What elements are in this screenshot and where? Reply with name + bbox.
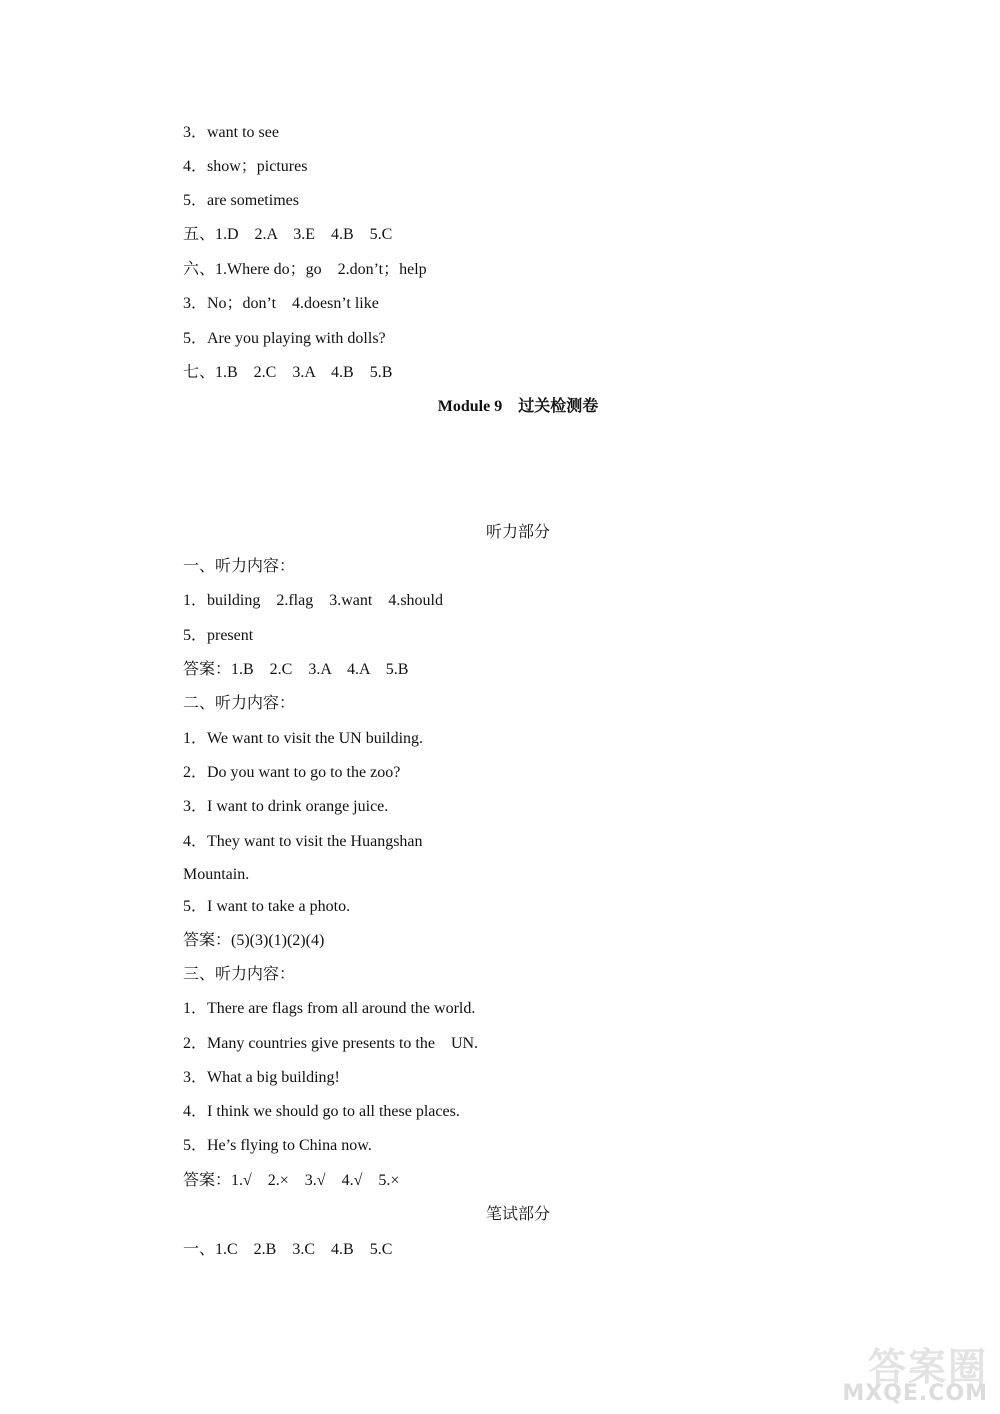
answer-line: 3．want to see [183, 124, 279, 141]
answer-line: 4．I think we should go to all these places. [183, 1103, 460, 1120]
answer-line: 5．Are you playing with dolls? [183, 330, 386, 347]
written-heading: 笔试部分 [485, 1206, 550, 1223]
answer-line: 三、听力内容： [183, 966, 296, 983]
answer-line: 4．show；pictures [183, 158, 308, 175]
answer-line: 二、听力内容： [183, 695, 296, 712]
answer-line: 1．There are flags from all around the world. [183, 1000, 476, 1017]
answer-line: 一、听力内容： [183, 558, 296, 575]
answer-line: 1．We want to visit the UN building. [183, 730, 424, 747]
answer-line: 五、1.D 2.A 3.E 4.B 5.C [183, 226, 393, 243]
watermark-bottom-text: MXQE.COM [842, 1381, 988, 1406]
answer-line: 2．Many countries give presents to the UN. [183, 1035, 479, 1052]
answer-line: 答案：1.B 2.C 3.A 4.A 5.B [183, 661, 409, 678]
answer-line: 1．building 2.flag 3.want 4.should [183, 592, 443, 609]
answer-line: 答案：1.√ 2.× 3.√ 4.√ 5.× [183, 1172, 400, 1189]
module-title: Module 9 过关检测卷 [437, 398, 599, 415]
answer-line: 3．What a big building! [183, 1069, 340, 1086]
answer-line: 4．They want to visit the Huangshan [183, 833, 423, 850]
watermark-logo [818, 1336, 988, 1406]
answer-line: 5．are sometimes [183, 192, 299, 209]
answer-line: 5．present [183, 627, 254, 644]
answer-line: 答案：(5)(3)(1)(2)(4) [183, 932, 325, 949]
answer-line: 2．Do you want to go to the zoo? [183, 764, 401, 781]
answer-line: Mountain. [183, 866, 250, 883]
listening-heading: 听力部分 [485, 524, 550, 541]
answer-line: 一、1.C 2.B 3.C 4.B 5.C [183, 1241, 393, 1258]
answer-line: 3．No；don’t 4.doesn’t like [183, 295, 379, 312]
answer-line: 七、1.B 2.C 3.A 4.B 5.B [183, 364, 393, 381]
answer-line: 3．I want to drink orange juice. [183, 798, 389, 815]
watermark-top-text: 答案圈 [867, 1345, 988, 1389]
answer-line: 5．I want to take a photo. [183, 898, 351, 915]
answer-line: 六、1.Where do；go 2.don’t；help [183, 261, 427, 278]
answer-line: 5．He’s flying to China now. [183, 1137, 372, 1154]
